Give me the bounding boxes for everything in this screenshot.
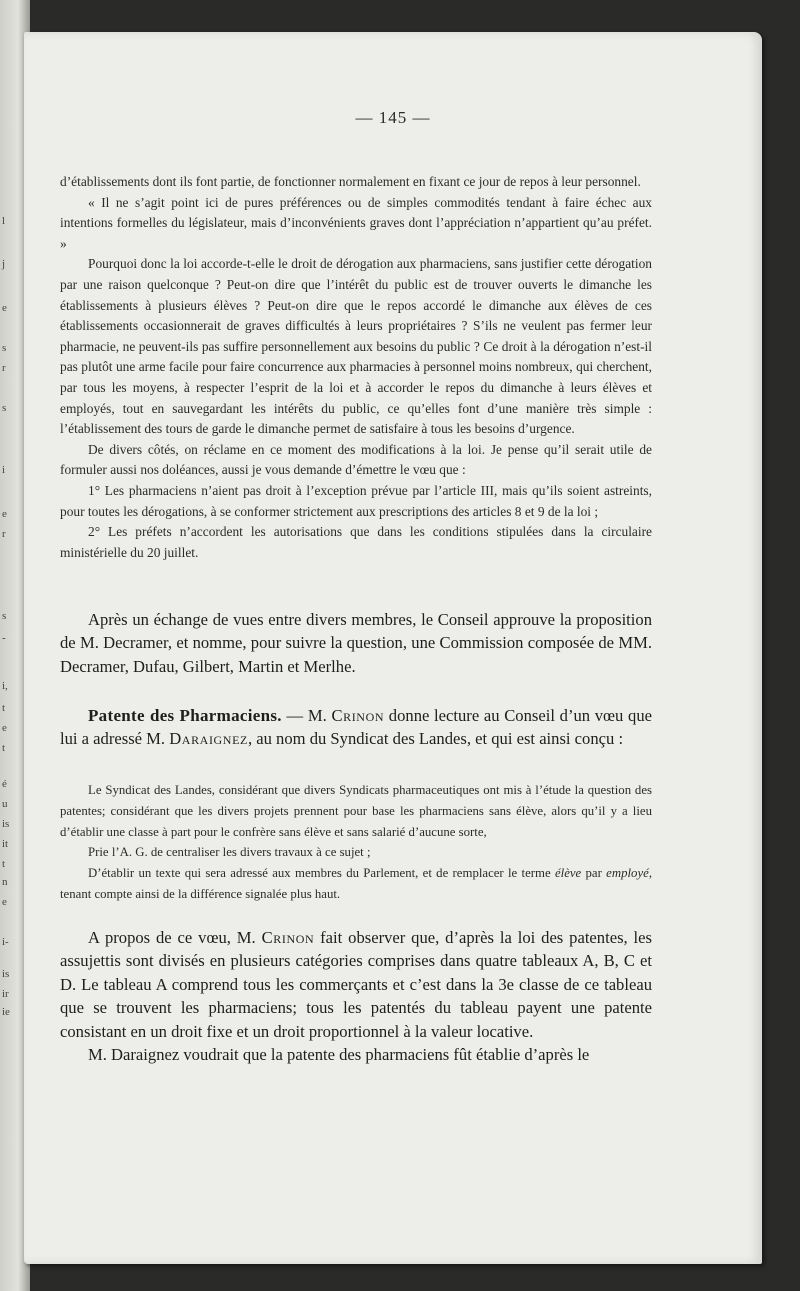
- council-decision: [60, 608, 652, 678]
- italic-term: employé: [606, 866, 649, 881]
- paragraph: 1° Les pharmaciens n’aient pas droit à l’exception prévue par l’article III, mais qu’ils soient astreints, pour toutes les dérogations, à se conformer strictement aux prescriptions des articles 8 et 9 de la loi ;: [60, 482, 652, 519]
- quote-paragraph: [60, 863, 652, 905]
- person-name: Crinon: [261, 928, 315, 947]
- person-name: Daraignez: [169, 729, 248, 749]
- text-run: — M.: [281, 706, 332, 725]
- margin-mark: e: [2, 722, 7, 734]
- text-run: par: [581, 866, 607, 881]
- paragraph: De divers côtés, on réclame en ce moment des modifications à la loi. Je pense qu’il serait utile de formuler aussi nos doléances, aussi je vous demande d’émettre le vœu que :: [60, 441, 652, 478]
- paragraph: « Il ne s’agit point ici de pures préférences ou de simples commodités tendant à faire échec aux intentions formelles du législateur, mais d’inconvénients graves dont l’appréciation n’appartient qu’au préfet. »: [60, 194, 652, 251]
- margin-mark: t: [2, 858, 6, 870]
- text-run: , tenant compte ainsi de la différence signalée plus haut.: [60, 866, 653, 901]
- text-run: D’établir un texte qui sera adressé aux membres du Parlement, et de remplacer le terme: [88, 866, 555, 881]
- closing-discussion: [60, 926, 652, 1066]
- text-run: A propos de ce vœu, M.: [88, 928, 262, 947]
- paragraph: Après un échange de vues entre divers membres, le Conseil approuve la proposition de M. Decramer, et nomme, pour suivre la question, une Commission composée de MM. Decramer, Dufau, Gilbert, Martin et Merlhe.: [60, 610, 652, 676]
- margin-mark: e: [2, 896, 7, 908]
- person-name: Crinon: [331, 706, 385, 725]
- margin-mark: s: [2, 610, 7, 622]
- paragraph: 2° Les préfets n’accordent les autorisations que dans les conditions stipulées dans la circulaire ministérielle du 20 juillet.: [60, 524, 652, 560]
- italic-term: élève: [554, 866, 582, 881]
- paragraph: Pourquoi donc la loi accorde-t-elle le droit de dérogation aux pharmaciens, sans justifier cette dérogation par une raison quelconque ? Peut-on dire que l’intérêt du public est de trouver ouverts le dimanche les établissements à plusieurs élèves ? Peut-on dire que le repos accordé le dimanche aux élèves de ces établissements occasionnerait de graves difficultés à leurs propriétaires ? S’ils ne veulent pas fermer leur pharmacie, ne peuvent-ils pas suffire personnellement aux besoins du public ? Ce droit à la dérogation n’est-il pas plutôt une arme facile pour faire concurrence aux pharmacies à personnel moins nombreux, qui cherchent, par tous les moyens, à respecter l’esprit de la loi et à accorder le repos du dimanche à leurs élèves et employés, tout en sauvegardant les intérêts du public, ce qu’elles font d’une manière très simple : l’établissement des tours de garde le dimanche permet de satisfaire à tous les besoins d’urgence.: [60, 256, 652, 437]
- section-paragraph: [60, 704, 652, 751]
- quote-paragraph: Prie l’A. G. de centraliser les divers travaux à ce sujet ;: [88, 845, 371, 860]
- margin-mark: i-: [2, 936, 9, 948]
- margin-mark: t: [2, 702, 6, 714]
- margin-mark: n: [2, 876, 8, 888]
- patente-section: [60, 704, 652, 751]
- margin-mark: ie: [2, 1006, 10, 1018]
- margin-mark: -: [2, 632, 6, 644]
- letter-text: [60, 172, 652, 563]
- margin-mark: e: [2, 302, 7, 314]
- margin-mark: s: [2, 402, 7, 414]
- margin-mark: é: [2, 778, 7, 790]
- text-run: fait observer que, d’après la loi des patentes, les assujettis sont divisés en plusieurs catégories comprises dans quatre tableaux A, B, C et D. Le tableau A comprend tous les commerçants et c’est dans la 3e classe de ce tableau que se trouvent les pharmaciens; tous les patentés du tableau payent une patente consistant en un droit fixe et un droit proportionnel à la valeur locative.: [60, 928, 652, 1041]
- text-run: donne lecture au Conseil d’un vœu que lui a adressé M.: [60, 706, 652, 749]
- margin-mark: r: [2, 362, 6, 374]
- margin-mark: t: [2, 742, 6, 754]
- margin-mark: i: [2, 464, 6, 476]
- margin-mark: u: [2, 798, 8, 810]
- text-run: , au nom du Syndicat des Landes, et qui est ainsi conçu :: [247, 729, 624, 749]
- page-number: — 145 —: [355, 108, 431, 127]
- paragraph: [60, 926, 652, 1043]
- margin-mark: is: [2, 818, 10, 830]
- margin-mark: s: [2, 342, 7, 354]
- quote-paragraph: Le Syndicat des Landes, considérant que divers Syndicats pharmaceutiques ont mis à l’étude la question des patentes; considérant que les divers projets prennent pour base les pharmaciens sans élève, alors qu’il y a lieu d’établir une classe à part pour le confrère sans élève et sans salarié d’aucune sorte,: [60, 783, 652, 839]
- quoted-resolution: [60, 780, 652, 905]
- margin-mark: i,: [2, 680, 8, 692]
- margin-mark: ir: [2, 988, 9, 1000]
- margin-mark: e: [2, 508, 7, 520]
- paragraph: d’établissements dont ils font partie, de fonctionner normalement en fixant ce jour de repos à leur personnel.: [60, 174, 641, 189]
- section-heading: Patente des Pharmaciens.: [88, 706, 282, 725]
- margin-mark: l: [2, 215, 6, 227]
- margin-mark: it: [2, 838, 9, 850]
- paragraph: M. Daraignez voudrait que la patente des pharmaciens fût établie d’après le: [88, 1045, 590, 1065]
- margin-mark: j: [2, 258, 6, 270]
- margin-mark: r: [2, 528, 6, 540]
- margin-mark: is: [2, 968, 10, 980]
